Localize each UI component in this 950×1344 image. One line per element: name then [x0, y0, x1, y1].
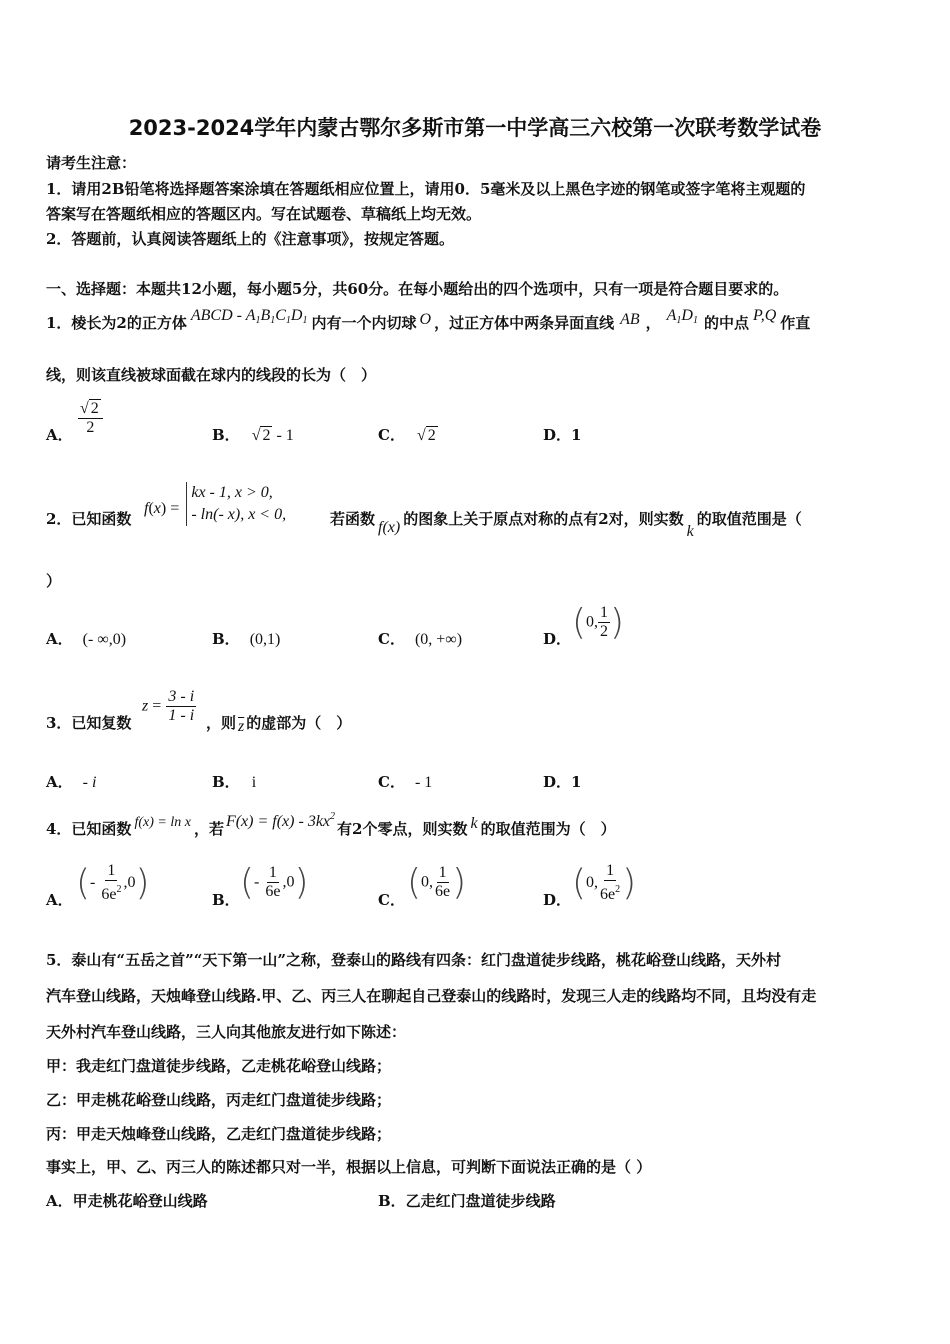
- q5-line-4: 甲：我走红门盘道徒步线路，乙走桃花峪登山线路；: [46, 1057, 392, 1075]
- q3-option-d[interactable]: D．1: [543, 773, 582, 791]
- q4-option-b[interactable]: B．: [212, 891, 240, 909]
- q4-option-d[interactable]: D．: [543, 891, 572, 909]
- q3-complex-z: z = $\frac{3 - i}{1 - i}$: [142, 688, 195, 724]
- notice-line-2: 答案写在答题纸相应的答题区内。写在试题卷、草稿纸上均无效。: [46, 205, 482, 223]
- q1-stem-line2: 线，则该直线被球面截在球内的线段的长为（ ）: [46, 366, 377, 384]
- q2-stem-a: 2．已知函数: [46, 510, 132, 528]
- q4-stem: 4．已知函数 f(x) = ln x ，若 $F(x) = f(x) - 3kx^2$有2个零点，则实数 k 的取值范围为（ ）: [46, 811, 616, 838]
- q3-stem-a: 3．已知复数: [46, 714, 132, 732]
- q1-option-c[interactable]: C． √ 2: [378, 426, 436, 444]
- section-heading: 一、选择题：本题共12小题，每小题5分，共60分。在每小题给出的四个选项中，只有一项是符合题目要求的。: [46, 280, 789, 298]
- q2-stem-b: 若函数 f(x) 的图象上关于原点对称的点有2对，则实数k的取值范围是（: [330, 510, 802, 540]
- q4-option-c-value: (0, $\frac{1}{6e}$ ): [407, 862, 467, 903]
- q3-option-b[interactable]: B． i: [212, 773, 257, 791]
- q4-option-a-value: (- $\frac{1}{6e^2}$ ,0): [76, 862, 150, 904]
- q4-option-c[interactable]: C．: [378, 891, 405, 909]
- q1-option-a-value: $\frac{√ 2}{2}$: [78, 400, 103, 437]
- q5-option-a[interactable]: A．甲走桃花峪登山线路: [46, 1192, 208, 1210]
- q3-stem-b: ，则 $\overline{z}$ 的虚部为（ ）: [206, 714, 352, 735]
- q5-option-b[interactable]: B．乙走红门盘道徒步线路: [378, 1192, 556, 1210]
- q5-line-5: 乙：甲走桃花峪登山线路，丙走红门盘道徒步线路；: [46, 1091, 392, 1109]
- q2-close-paren: ）: [46, 572, 62, 590]
- q3-option-c[interactable]: C． - 1: [378, 773, 433, 791]
- q4-option-a[interactable]: A．: [46, 891, 73, 909]
- q4-option-b-value: (- $\frac{1}{6e}$ ,0): [240, 862, 309, 903]
- q1-option-b[interactable]: B． √ 2 - 1: [212, 426, 294, 444]
- q2-option-c[interactable]: C． (0, +∞): [378, 630, 463, 648]
- q1-option-a[interactable]: A．: [46, 426, 73, 444]
- q5-line-2: 汽车登山线路，天烛峰登山线路.甲、乙、丙三人在聊起自己登泰山的线路时，发现三人走的线路均不同，且均没有走: [46, 987, 817, 1005]
- q5-line-1: 5．泰山有“五岳之首”“天下第一山”之称，登泰山的路线有四条：红门盘道徒步线路，桃花峪登山线路，天外村: [46, 951, 781, 969]
- q2-option-b[interactable]: B． (0,1): [212, 630, 281, 648]
- q2-piecewise: f(x) = kx - 1, x > 0, - ln(- x), x < 0,: [144, 482, 286, 526]
- q4-option-d-value: (0, $\frac{1}{6e^2}$ ): [572, 862, 637, 904]
- q5-line-3: 天外村汽车登山线路，三人向其他旅友进行如下陈述：: [46, 1023, 407, 1041]
- notice-heading: 请考生注意：: [46, 154, 137, 172]
- q1-stem: 1．棱长为2的正方体 ABCD - $A_1B_1C_1D_1$ 内有一个内切球 O ，过正方体中两条异面直线 AB ， $A_1D_1$ 的中点 P,Q 作直: [46, 307, 811, 332]
- q1-option-d[interactable]: D．1: [543, 426, 582, 444]
- page-title: 2023-2024学年内蒙古鄂尔多斯市第一中学高三六校第一次联考数学试卷: [128, 116, 822, 140]
- q5-line-7: 事实上，甲、乙、丙三人的陈述都只对一半，根据以上信息，可判断下面说法正确的是（ ）: [46, 1158, 652, 1176]
- q3-option-a[interactable]: A． - i: [46, 773, 97, 791]
- notice-line-3: 2．答题前，认真阅读答题纸上的《注意事项》，按规定答题。: [46, 230, 454, 248]
- notice-line-1: 1．请用2B铅笔将选择题答案涂填在答题纸相应位置上，请用0．5毫米及以上黑色字迹的钢笔或签字笔将主观题的: [46, 180, 806, 198]
- q5-line-6: 丙：甲走天烛峰登山线路，乙走红门盘道徒步线路；: [46, 1125, 392, 1143]
- q2-option-d[interactable]: D．: [543, 630, 572, 648]
- q2-option-d-value: (0, $\frac{1}{2}$ ): [572, 602, 625, 643]
- q2-option-a[interactable]: A． (- ∞,0): [46, 630, 127, 648]
